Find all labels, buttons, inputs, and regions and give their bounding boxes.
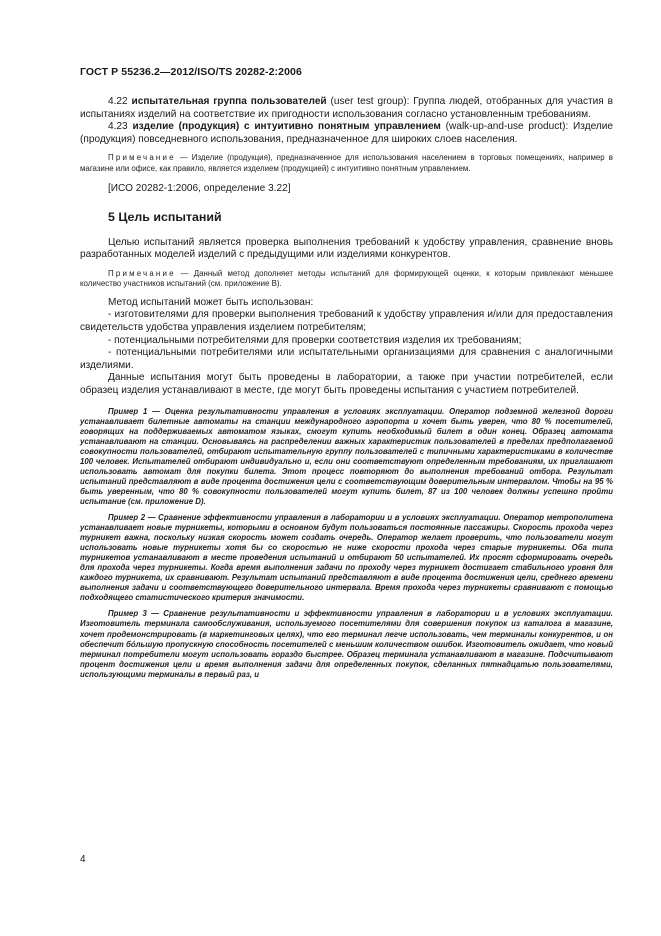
method-intro: Метод испытаний может быть использован: — [108, 296, 314, 308]
example-2: Пример 2 — Сравнение эффективности управления в лаборатории и в условиях эксплуатации. Оператор метрополитена устанавливает новые турникеты, которыми в основном будут пользоваться постоянные пассажиры. Скорость прохода через турникет важна, поскольку низкая скорость может создать очередь. Оператор желает проверить, что пользователи могут использовать новые турникеты хотя бы со скоростью не ниже скорости прохода через старые турникеты. Оба типа турникетов устанавливают в месте проведения испытаний и отбирают 50 испытателей. Их просят сформировать очередь для прохода через турникеты. Когда время выполнения задачи по проходу через турникет достигает стабильного уровня для каждого турникета, их сравнивают. Результат испытаний представляют в виде процента достижения цели, среднего времени выполнения задачи и соответствующего доверительного интервала. Время прохода через турникеты сравнивают с помощью подходящего статистического критерия значимости. — [80, 513, 613, 603]
note-label: Примечание — [108, 153, 176, 163]
method-item: - потенциальными потребителями или испытательными организациями для сравнения с аналогичными изделиями. — [80, 347, 613, 371]
term-name: изделие (продукция) с интуитивно понятным управлением — [132, 121, 441, 133]
method-conduct: Данные испытания могут быть проведены в лаборатории, а также при участии потребителей, если образец изделия устанавливают в месте, где могут быть проведены испытания с участием потребителей. — [80, 372, 613, 396]
method-item: - изготовителями для проверки выполнения требований к удобству управления и/или для предоставления свидетельств удобства управления изделием потребителям; — [80, 309, 613, 333]
term-4-23 — [80, 121, 613, 146]
note-text: — Данный метод дополняет методы испытаний для формирующей оценки, к которым привлекают меньшее количество участников испытаний (см. приложение В). — [80, 268, 613, 289]
page-content — [80, 96, 613, 680]
method-item: - потенциальными потребителями для проверки соответствия изделия их требованиям; — [108, 334, 522, 346]
example-1: Пример 1 — Оценка результативности управления в условиях эксплуатации. Оператор подземной железной дороги устанавливает билетные автоматы на станции международного аэропорта и хочет быть уверен, что 80 % посетителей, говорящих на поддерживаемых автоматом языках, смогут купить необходимый билет в один конец. Образец автомата устанавливают на станции. Основываясь на распределении важных характеристик пользователей в пределах предполагаемой совокупности пользователей, отбирают испытательную группу пользователей с типичными характеристиками в количестве 100 человек. Испытателей отбирают индивидуально и, если они соответствуют определенным требованиям, их приглашают использовать автомат для покупки билета. Этот процесс повторяют до выполнения требований отбора. Результат испытаний представляют в виде процента достижения цели с соответствующим доверительным интервалом. Чтобы на 95 % быть уверенным, что 80 % совокупности пользователей могут купить билет, 87 из 100 человек должны успешно пройти испытание (см. приложение D). — [80, 406, 613, 506]
reference-iso: [ИСО 20282-1:2006, определение 3.22] — [108, 183, 291, 195]
note-text: — Изделие (продукция), предназначенное для использования населением в торговых помещениях, например в магазине или офисе, как правило, является изделием (продукцией) с интуитивно понятным управлением. — [80, 153, 613, 173]
note-method — [80, 269, 613, 290]
term-number: 4.22 — [108, 96, 128, 107]
term-number: 4.23 — [108, 121, 128, 133]
purpose-paragraph: Целью испытаний является проверка выполнения требований к удобству управления, сравнение вновь разработанных моделей изделий с предыдущими или изделиями конкурентов. — [80, 236, 613, 261]
term-definition: (user test group): Группа людей, отобранных для участия в испытаниях изделий на соответствие их пригодности использования согласно установленным требованиям. — [80, 96, 613, 120]
term-4-22 — [80, 96, 613, 121]
term-name: испытательная группа пользователей — [131, 96, 327, 107]
page-number: 4 — [80, 854, 86, 865]
document-header: ГОСТ Р 55236.2—2012/ISO/TS 20282-2:2006 — [80, 66, 302, 78]
note-label: Примечание — [108, 268, 176, 278]
term-definition: (walk-up-and-use product): Изделие (продукция) повседневного использования, предназначенное для широких слоев населения. — [80, 121, 613, 145]
note-walk-up-product — [80, 153, 613, 174]
section-title: 5 Цель испытаний — [108, 209, 222, 224]
example-3: Пример 3 — Сравнение результативности и эффективности управления в лаборатории и в условиях эксплуатации. Изготовитель терминала самообслуживания, используемого посетителями для совершения покупок из каталога в магазине, хочет продемонстрировать (в маркетинговых целях), что его терминал легче использовать, чем терминалы конкурентов, и он обеспечит бо́льшую пропускную способность посетителей с меньшим количеством ошибок. Изготовитель ожидает, что новый терминал потребители могут использовать гораздо быстрее. Образец терминала устанавливают в магазине. Подсчитывают процент достижения цели и время выполнения задачи для определенных покупок, сделанных пятнадцатью пользователями, использующими терминалы в первый раз, и — [80, 609, 613, 679]
